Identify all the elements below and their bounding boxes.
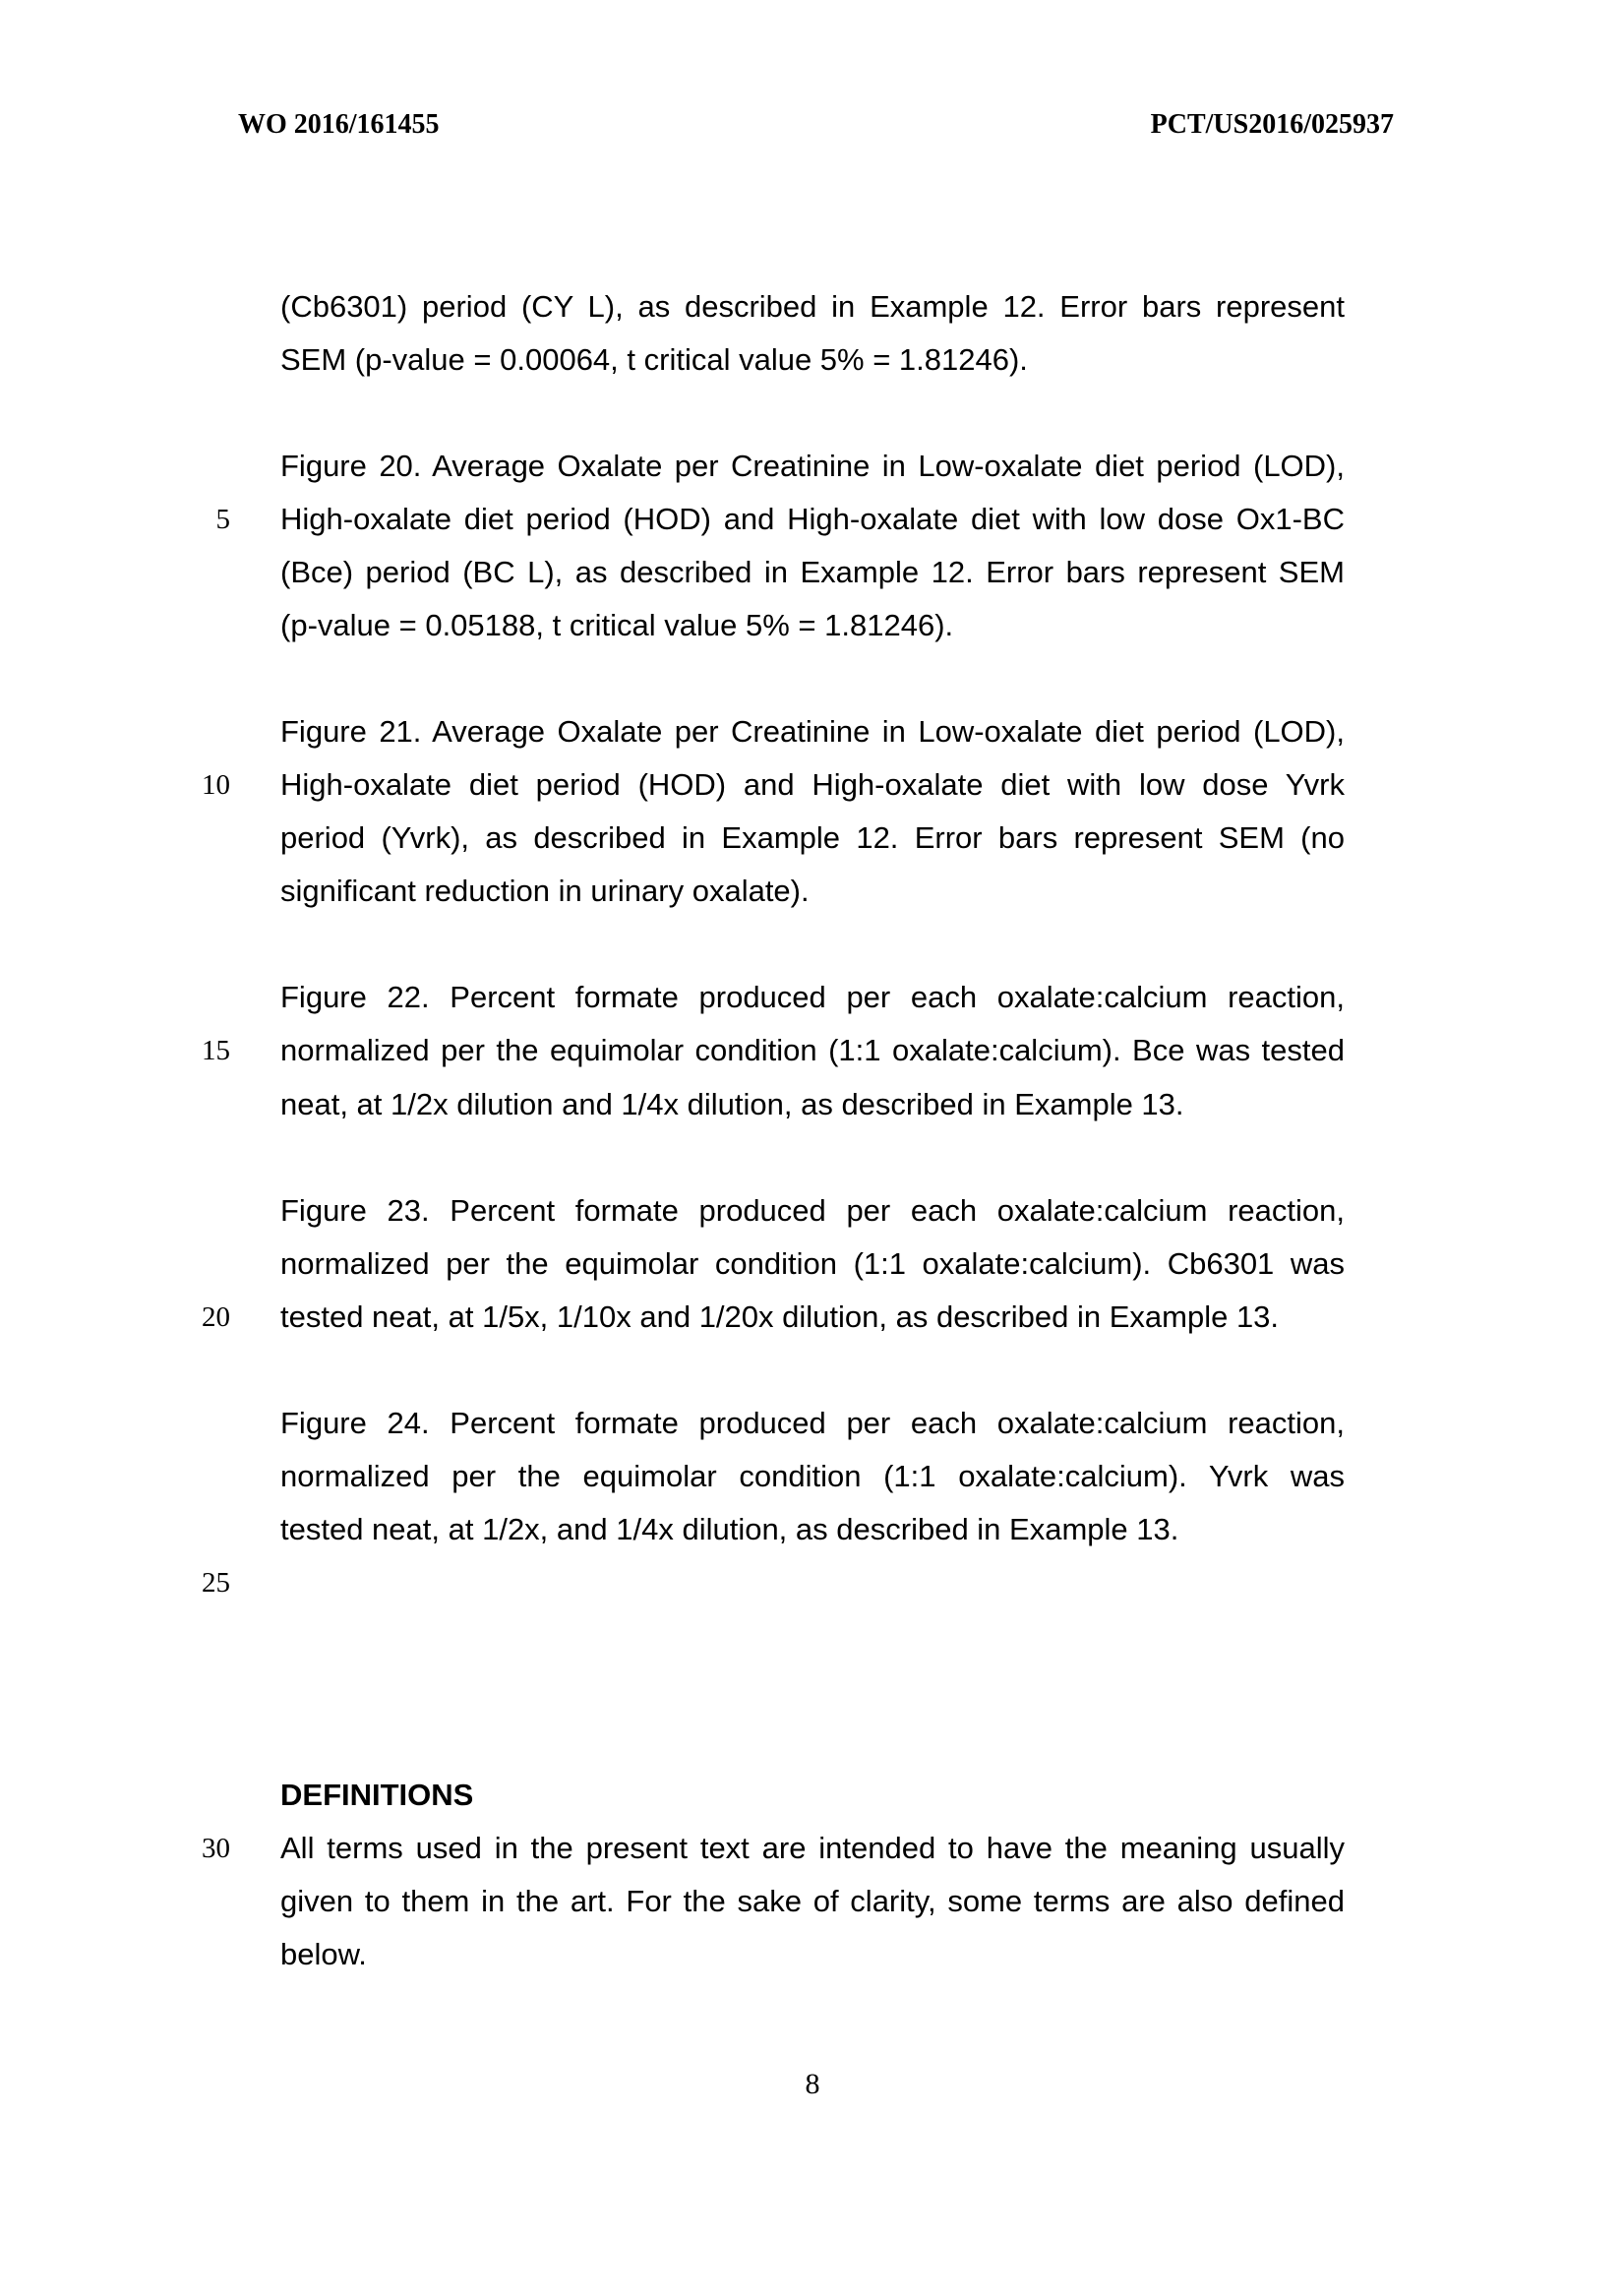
text-line: normalized per the equimolar condition (1:1 oxalate:calcium). Cb6301 was xyxy=(280,1245,1345,1281)
publication-number: WO 2016/161455 xyxy=(238,109,440,140)
line-number: 30 xyxy=(202,1833,230,1865)
text-line: normalized per the equimolar condition (1:1 oxalate:calcium). Yvrk was xyxy=(280,1458,1345,1493)
text-line: significant reduction in urinary oxalate). xyxy=(280,874,810,909)
line-number: 5 xyxy=(215,503,230,535)
text-line: Figure 21. Average Oxalate per Creatinine in Low-oxalate diet period (LOD), xyxy=(280,714,1345,750)
line-number: 25 xyxy=(202,1566,230,1599)
text-line: given to them in the art. For the sake of clarity, some terms are also defined xyxy=(280,1884,1345,1919)
text-line: High-oxalate diet period (HOD) and High-oxalate diet with low dose Yvrk xyxy=(280,767,1345,803)
text-line: (p-value = 0.05188, t critical value 5% = 1.81246). xyxy=(280,608,954,642)
text-line: tested neat, at 1/2x, and 1/4x dilution, as described in Example 13. xyxy=(280,1511,1179,1546)
text-line: below. xyxy=(280,1937,367,1972)
line-number: 15 xyxy=(202,1035,230,1067)
text-line: tested neat, at 1/5x, 1/10x and 1/20x dilution, as described in Example 13. xyxy=(280,1298,1280,1334)
line-number: 10 xyxy=(202,769,230,802)
text-line: (Bce) period (BC L), as described in Example 12. Error bars represent SEM xyxy=(280,555,1345,589)
line-number: 20 xyxy=(202,1300,230,1333)
text-line: period (Yvrk), as described in Example 12. Error bars represent SEM (no xyxy=(280,820,1345,856)
application-number: PCT/US2016/025937 xyxy=(1150,109,1394,140)
text-line: Figure 23. Percent formate produced per each oxalate:calcium reaction, xyxy=(280,1192,1345,1228)
text-line: Figure 20. Average Oxalate per Creatinine in Low-oxalate diet period (LOD), xyxy=(280,448,1345,483)
text-line: neat, at 1/2x dilution and 1/4x dilution, as described in Example 13. xyxy=(280,1086,1184,1121)
text-line: SEM (p-value = 0.00064, t critical value 5% = 1.81246). xyxy=(280,341,1028,377)
section-heading-definitions: DEFINITIONS xyxy=(280,1778,474,1813)
page-number: 8 xyxy=(805,2068,820,2100)
text-line: normalized per the equimolar condition (1:1 oxalate:calcium). Bce was tested xyxy=(280,1033,1345,1068)
text-line: Figure 22. Percent formate produced per each oxalate:calcium reaction, xyxy=(280,980,1345,1015)
text-line: High-oxalate diet period (HOD) and High-oxalate diet with low dose Ox1-BC xyxy=(280,501,1345,536)
text-line: All terms used in the present text are intended to have the meaning usually xyxy=(280,1831,1345,1866)
text-line: (Cb6301) period (CY L), as described in Example 12. Error bars represent xyxy=(280,288,1345,324)
text-line: Figure 24. Percent formate produced per each oxalate:calcium reaction, xyxy=(280,1405,1345,1440)
